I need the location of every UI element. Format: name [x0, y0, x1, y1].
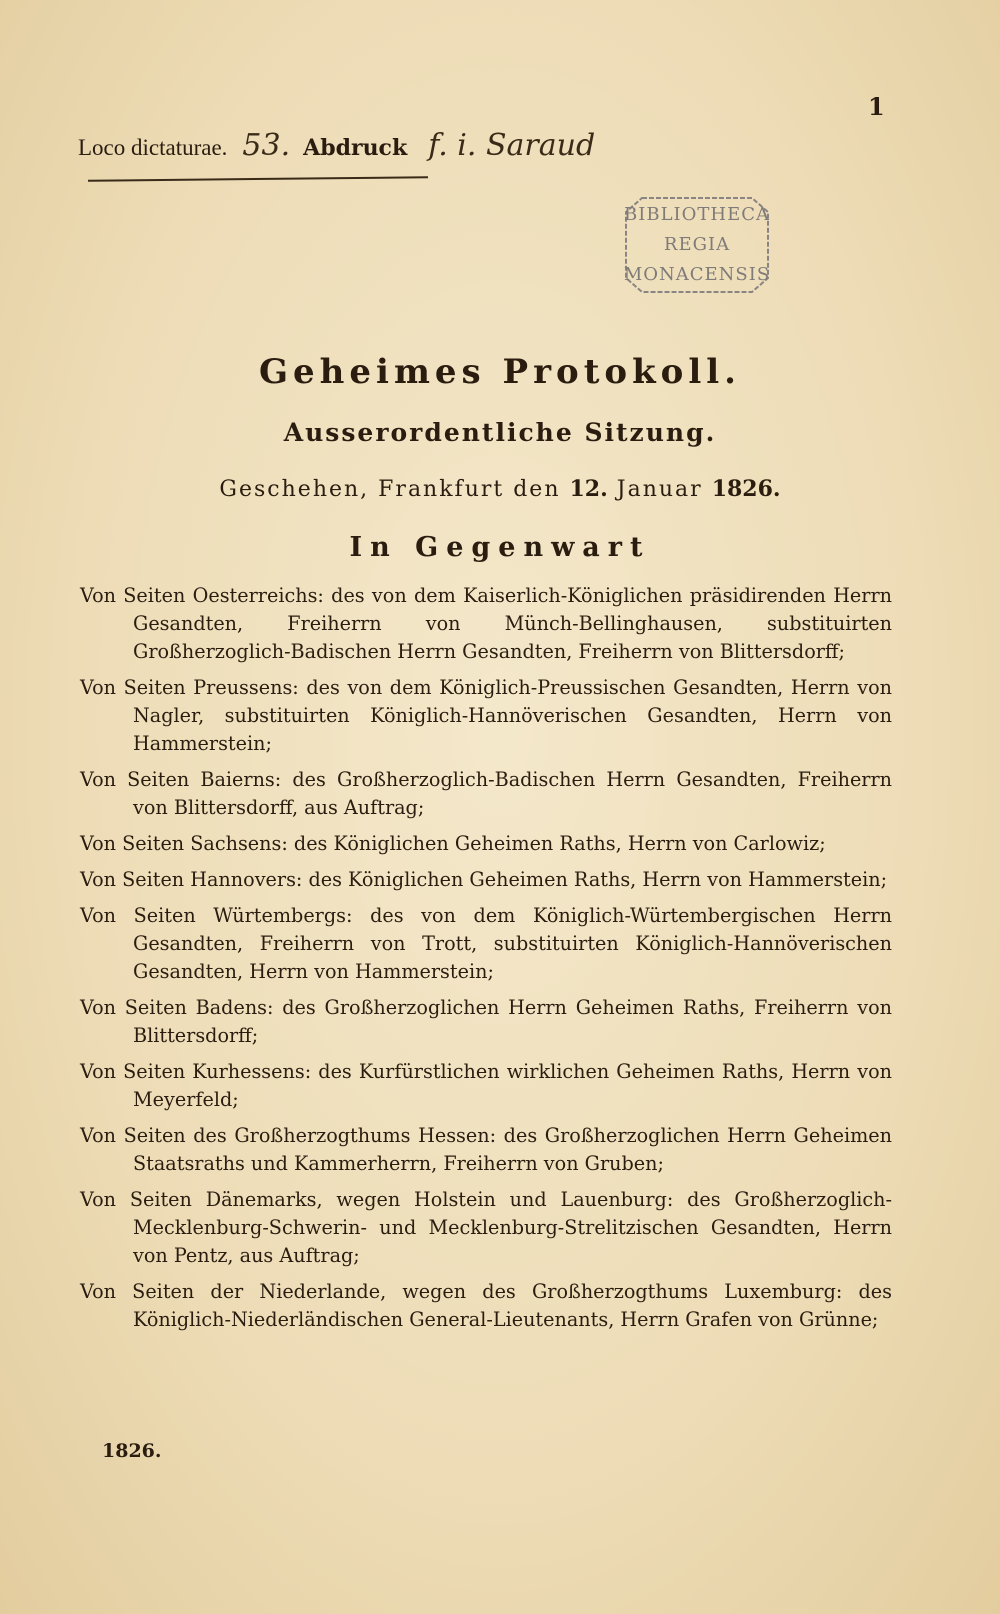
loco-underline: [88, 176, 428, 182]
entry-niederlande: Von Seiten der Niederlande, wegen des Großherzogthums Luxemburg: des Königlich-Niederländischen General-Lieutenants, Herrn Grafen von Grünne;: [80, 1280, 892, 1331]
attendance-list: [80, 582, 892, 1342]
date-day: 12.: [569, 476, 608, 502]
presence-heading: In Gegenwart: [349, 532, 651, 563]
loco-label: Loco dictaturae.: [78, 135, 228, 160]
date-line: [0, 476, 1000, 502]
entry-preussen: Von Seiten Preussens: des von dem Königlich-Preussischen Gesandten, Herrn von Nagler, substituirten Königlich-Hannöverischen Gesandten, Herrn von Hammerstein;: [80, 676, 892, 755]
stamp-line-1: BIBLIOTHECA: [624, 204, 770, 225]
entry-hessen: Von Seiten des Großherzogthums Hessen: des Großherzoglichen Herrn Geheimen Staatsraths und Kammerherrn, Freiherrn von Gruben;: [80, 1124, 892, 1175]
date-prefix: Geschehen, Frankfurt den: [219, 477, 561, 502]
page-number: 1: [868, 92, 885, 121]
date-year: 1826.: [711, 476, 781, 502]
loco-dictaturae-line: [78, 128, 595, 163]
document-title: Geheimes Protokoll.: [259, 352, 741, 392]
entry-wuertemberg: Von Seiten Würtembergs: des von dem Königlich-Würtembergischen Herrn Gesandten, Freiherrn von Trott, substituirten Königlich-Hannöverischen Gesandten, Herrn von Hammerstein;: [80, 904, 892, 983]
loco-abdruck: Abdruck: [303, 135, 408, 161]
date-month: Januar: [616, 477, 703, 502]
entry-kurhessen: Von Seiten Kurhessens: des Kurfürstlichen wirklichen Geheimen Raths, Herrn von Meyerfeld;: [80, 1060, 892, 1111]
entry-daenemark: Von Seiten Dänemarks, wegen Holstein und Lauenburg: des Großherzoglich-Mecklenburg-Schwerin- und Mecklenburg-Strelitzischen Gesandten, Herrn von Pentz, aus Auftrag;: [80, 1188, 892, 1267]
entry-baiern: Von Seiten Baierns: des Großherzoglich-Badischen Herrn Gesandten, Freiherrn von Blittersdorff, aus Auftrag;: [80, 768, 892, 819]
loco-number-handwritten: 53.: [242, 128, 291, 163]
entry-sachsen: Von Seiten Sachsens: des Königlichen Geheimen Raths, Herrn von Carlowiz;: [80, 832, 826, 855]
document-subtitle: Ausserordentliche Sitzung.: [283, 418, 717, 447]
stamp-line-3: MONACENSIS: [623, 264, 771, 285]
stamp-line-2: REGIA: [663, 234, 731, 255]
entry-hannover: Von Seiten Hannovers: des Königlichen Geheimen Raths, Herrn von Hammerstein;: [80, 868, 888, 891]
handwritten-signature: f. i. Saraud: [428, 128, 596, 163]
entry-baden: Von Seiten Badens: des Großherzoglichen Herrn Geheimen Raths, Freiherrn von Blittersdorff;: [80, 996, 892, 1047]
entry-oesterreich: Von Seiten Oesterreichs: des von dem Kaiserlich-Königlichen präsidirenden Herrn Gesandten, Freiherrn von Münch-Bellinghausen, substituirten Großherzoglich-Badischen Herrn Gesandten, Freiherrn von Blittersdorff;: [80, 584, 892, 663]
footer-year: 1826.: [102, 1440, 162, 1462]
library-stamp: [622, 190, 772, 300]
